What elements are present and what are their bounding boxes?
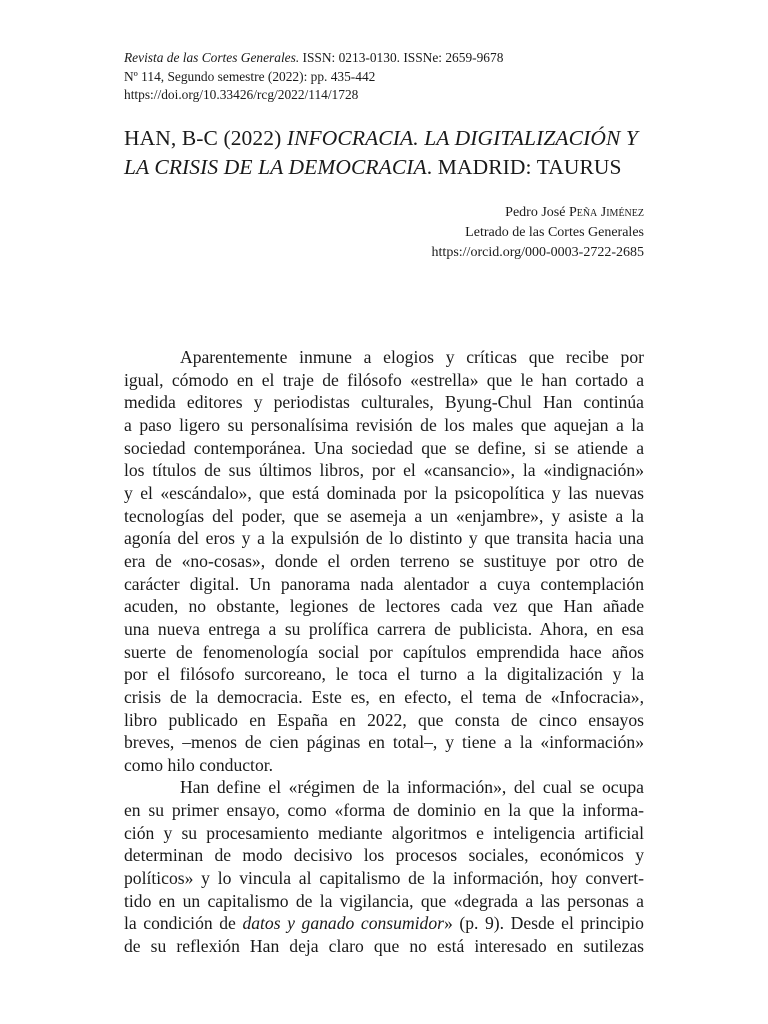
- review-title-line-2: [124, 153, 654, 182]
- author-orcid-link[interactable]: https://orcid.org/000-0003-2722-2685: [431, 245, 644, 260]
- body-text: [124, 346, 644, 958]
- body-line: Aparentemente inmune a elogios y críticas que recibe por: [180, 347, 644, 367]
- body-line: tecnologías del poder, que se asemeja a un «enjambre», y asiste a la: [124, 505, 644, 526]
- author-affiliation: Letrado de las Cortes Generales: [465, 225, 644, 240]
- body-line: por el filósofo surcoreano, le toca el turno a la digitalización y la: [124, 664, 644, 685]
- body-line: en su primer ensayo, como «forma de dominio en la que la informa-: [124, 800, 644, 821]
- journal-issn: ISSN: 0213-0130. ISSNe: 2659-9678: [299, 50, 504, 65]
- body-line: como hilo conductor.: [124, 754, 274, 775]
- body-line: una nueva entrega a su prolífica carrera de publicista. Ahora, en esa: [124, 618, 644, 639]
- title-prefix: HAN, B-C (2022): [124, 126, 287, 150]
- body-line: libro publicado en España en 2022, que consta de cinco ensayos: [124, 709, 644, 730]
- body-line: sociedad contemporánea. Una sociedad que se define, si se atiende a: [124, 437, 644, 458]
- body-line: tido en un capitalismo de la vigilancia, que «degrada a las personas a: [124, 890, 644, 911]
- body-line: igual, cómodo en el traje de filósofo «estrella» que le han cortado a: [124, 369, 644, 390]
- author-given-name: Pedro José: [505, 205, 569, 220]
- title-suffix: . MADRID: TAURUS: [426, 154, 622, 179]
- body-line: políticos» y lo vincula al capitalismo de la información, hoy convert-: [124, 868, 644, 889]
- body-line-part: la condición de: [124, 913, 243, 934]
- body-line: acuden, no obstante, legiones de lectores cada vez que Han añade: [124, 596, 644, 617]
- review-title: [124, 124, 654, 181]
- body-line-part: » (p. 9). Desde el principio: [443, 913, 644, 934]
- journal-name: Revista de las Cortes Generales.: [124, 50, 300, 65]
- body-line-mixed: [124, 912, 644, 935]
- review-title-line-1: [124, 124, 654, 153]
- body-line: suerte de fenomenología social por capítulos emprendida hace años: [124, 641, 644, 662]
- body-line: Han define el «régimen de la información», del cual se ocupa: [180, 777, 644, 798]
- title-italic-1: INFOCRACIA. LA DIGITALIZACIÓN Y: [286, 126, 638, 150]
- body-line: y el «escándalo», que está dominada por la psicopolítica y las nuevas: [124, 482, 644, 503]
- body-line: medida editores y periodistas culturales, Byung-Chul Han continúa: [124, 392, 644, 413]
- body-line: breves, –menos de cien páginas en total–, y tiene a la «información»: [124, 732, 644, 753]
- author-name: [244, 203, 644, 223]
- body-line: era de «no-cosas», donde el orden terreno se sustituye por otro de: [124, 550, 644, 571]
- journal-header: [124, 49, 654, 105]
- body-line: a paso ligero su personalísima revisión de los males que aquejan a la: [124, 414, 644, 435]
- body-line: los títulos de sus últimos libros, por el «cansancio», la «indignación»: [124, 460, 644, 481]
- author-block: [244, 203, 644, 263]
- body-line: determinan de modo decisivo los procesos sociales, económicos y: [124, 845, 644, 866]
- journal-issn-line: [124, 49, 654, 68]
- journal-doi-link[interactable]: https://doi.org/10.33426/rcg/2022/114/1728: [124, 87, 359, 102]
- title-italic-2: LA CRISIS DE LA DEMOCRACIA: [124, 154, 427, 179]
- body-line: crisis de la democracia. Este es, en efecto, el tema de «Infocracia»,: [124, 686, 644, 707]
- body-line: de su reflexión Han deja claro que no está interesado en sutilezas: [124, 936, 644, 957]
- body-line: carácter digital. Un panorama nada alentador a cuya contemplación: [124, 573, 644, 594]
- body-line: ción y su procesamiento mediante algoritmos e inteligencia artificial: [124, 822, 644, 843]
- journal-issue-line: Nº 114, Segundo semestre (2022): pp. 435-442: [124, 68, 376, 84]
- body-line: agonía del eros y a la expulsión de lo distinto y que transita hacia una: [124, 528, 644, 549]
- body-italic-phrase: datos y ganado consumidor: [242, 913, 444, 934]
- author-surname: Peña Jiménez: [568, 205, 644, 220]
